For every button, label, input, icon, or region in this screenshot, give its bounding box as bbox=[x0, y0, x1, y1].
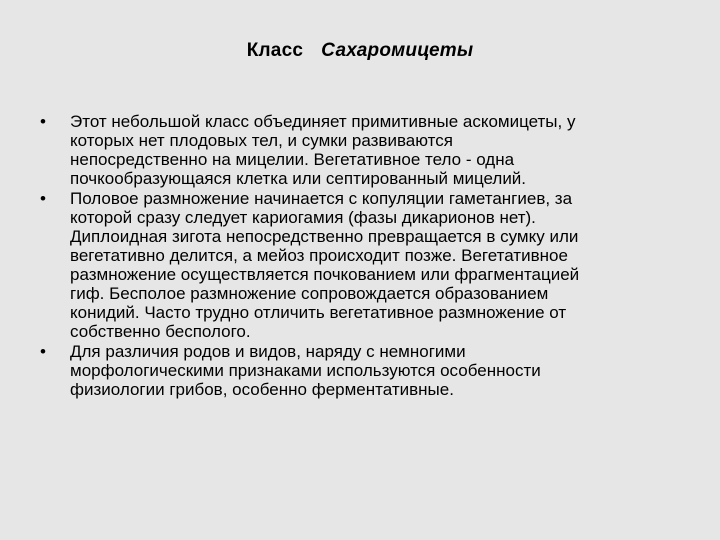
bullet-text: Половое размножение начинается с копуляции гаметангиев, за которой сразу следует кариогамия (фазы дикарионов нет). Диплоидная зигота непосредственно превращается в сумку или вегетативно делится, а мейоз происходит позже. Вегетативное размножение осуществляется почкованием или фрагментацией гиф. Бесполое размножение сопровождается образованием конидий. Часто трудно отличить вегетативное размножение от собственно бесполого. bbox=[70, 189, 580, 341]
bullet-text: Для различия родов и видов, наряду с немногими морфологическими признаками используются особенности физиологии грибов, особенно ферментативные. bbox=[70, 342, 541, 399]
bullet-marker: • bbox=[40, 189, 46, 208]
bullet-text: Этот небольшой класс объединяет примитивные аскомицеты, у которых нет плодовых тел, и сумки развиваются непосредственно на мицелии. Вегетативное тело - одна почкообразующаяся клетка или септированный мицелий. bbox=[70, 112, 576, 188]
bullet-marker: • bbox=[40, 112, 46, 131]
slide-title bbox=[0, 40, 720, 62]
bullet-item bbox=[40, 189, 680, 341]
bullet-item bbox=[40, 112, 680, 188]
bullet-list bbox=[40, 112, 680, 400]
bullet-item bbox=[40, 342, 680, 399]
bullet-marker: • bbox=[40, 342, 46, 361]
slide-title-word1: Класс bbox=[246, 40, 304, 61]
slide-title-word2: Сахаромицеты bbox=[321, 40, 474, 61]
